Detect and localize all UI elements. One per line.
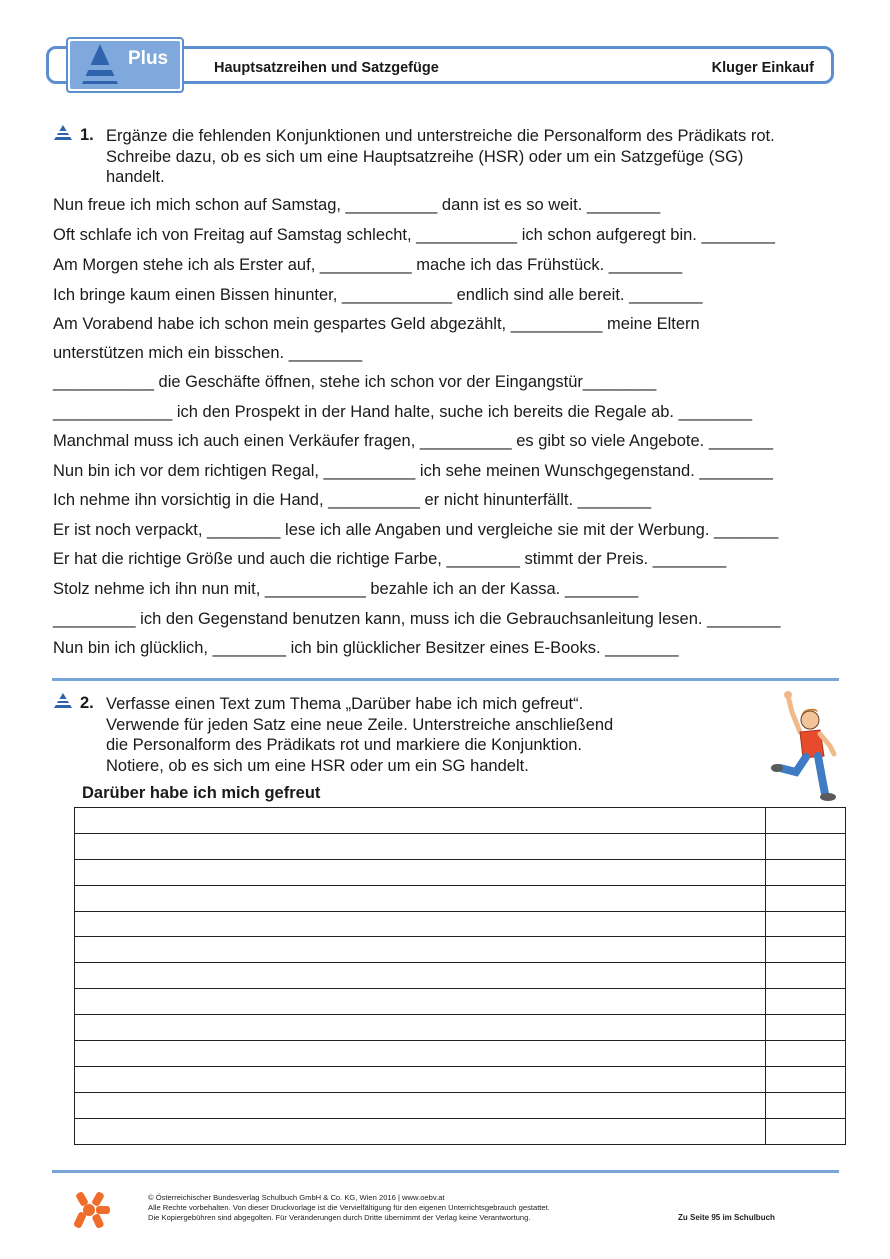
task1-instruction-line: Schreibe dazu, ob es sich um eine Hauptsatzreihe (HSR) oder um ein Satzgefüge (SG) <box>106 147 744 166</box>
type-cell[interactable] <box>766 989 846 1015</box>
type-cell[interactable] <box>766 859 846 885</box>
exercise-sentence[interactable]: Am Vorabend habe ich schon mein gespartes Geld abgezählt, __________ meine Eltern <box>53 315 700 333</box>
writing-row <box>75 1041 846 1067</box>
triangle-level-icon <box>53 692 73 709</box>
publisher-logo <box>70 1190 112 1230</box>
sentence-cell[interactable] <box>75 1118 766 1144</box>
task2-instruction-line: die Personalform des Prädikats rot und markiere die Konjunktion. <box>106 736 582 754</box>
writing-row <box>75 1092 846 1118</box>
exercise-sentence[interactable]: Ich nehme ihn vorsichtig in die Hand, __________ er nicht hinunterfällt. ________ <box>53 491 652 509</box>
sentence-cell[interactable] <box>75 1092 766 1118</box>
writing-row <box>75 911 846 937</box>
jumping-boy-illustration <box>770 690 840 802</box>
copyright-line: © Österreichischer Bundesverlag Schulbuch GmbH & Co. KG, Wien 2016 | www.oebv.at <box>148 1193 445 1202</box>
plus-logo <box>66 37 184 93</box>
exercise-sentence[interactable]: _____________ ich den Prospekt in der Hand halte, suche ich bereits die Regale ab. ________ <box>53 403 753 421</box>
writing-row <box>75 885 846 911</box>
sentence-cell[interactable] <box>75 859 766 885</box>
sentence-cell[interactable] <box>75 1066 766 1092</box>
copyright-line: Alle Rechte vorbehalten. Von dieser Druckvorlage ist die Vervielfältigung für den eigenen Unterrichtsgebrauch gestattet. <box>148 1203 550 1213</box>
type-cell[interactable] <box>766 1041 846 1067</box>
task2-instruction-line: Verwende für jeden Satz eine neue Zeile. Unterstreiche anschließend <box>106 715 614 734</box>
type-cell[interactable] <box>766 1015 846 1041</box>
footer-divider <box>52 1170 839 1173</box>
copyright-notice <box>148 1193 550 1224</box>
task2-instruction-line: Notiere, ob es sich um eine HSR oder um ein SG handelt. <box>106 756 529 775</box>
task2-instruction <box>106 694 613 776</box>
sentence-cell[interactable] <box>75 1041 766 1067</box>
copyright-line: Die Kopiergebühren sind abgegolten. Für Veränderungen durch Dritte übernimmt der Verlag keine Verantwortung. <box>148 1213 531 1223</box>
exercise-sentence[interactable]: _________ ich den Gegenstand benutzen kann, muss ich die Gebrauchsanleitung lesen. ________ <box>53 610 781 628</box>
exercise-sentence[interactable]: Er hat die richtige Größe und auch die richtige Farbe, ________ stimmt der Preis. ________ <box>53 550 727 568</box>
type-cell[interactable] <box>766 937 846 963</box>
writing-row <box>75 859 846 885</box>
textbook-page-reference: Zu Seite 95 im Schulbuch <box>678 1213 775 1222</box>
exercise-sentence[interactable]: Oft schlafe ich von Freitag auf Samstag schlecht, ___________ ich schon aufgeregt bin. ________ <box>53 226 775 244</box>
type-cell[interactable] <box>766 911 846 937</box>
exercise-sentence[interactable]: Nun bin ich glücklich, ________ ich bin glücklicher Besitzer eines E-Books. ________ <box>53 639 679 657</box>
exercise-sentence[interactable]: Am Morgen stehe ich als Erster auf, __________ mache ich das Frühstück. ________ <box>53 256 683 274</box>
exercise-sentence[interactable]: Nun bin ich vor dem richtigen Regal, __________ ich sehe meinen Wunschgegenstand. ________ <box>53 462 773 480</box>
type-cell[interactable] <box>766 885 846 911</box>
writing-title: Darüber habe ich mich gefreut <box>82 784 321 802</box>
exercise-sentence[interactable]: Stolz nehme ich ihn nun mit, ___________ bezahle ich an der Kassa. ________ <box>53 580 639 598</box>
type-cell[interactable] <box>766 1092 846 1118</box>
task1-instruction <box>106 126 775 188</box>
sentence-cell[interactable] <box>75 833 766 859</box>
sentence-cell[interactable] <box>75 963 766 989</box>
writing-row <box>75 833 846 859</box>
task1-instruction-line: handelt. <box>106 168 165 186</box>
writing-row <box>75 1015 846 1041</box>
type-cell[interactable] <box>766 808 846 834</box>
logo-label: Plus <box>128 48 169 69</box>
sentence-cell[interactable] <box>75 989 766 1015</box>
type-cell[interactable] <box>766 1118 846 1144</box>
type-cell[interactable] <box>766 833 846 859</box>
task2-number: 2. <box>80 694 94 712</box>
writing-table <box>74 807 846 1145</box>
exercise-sentence[interactable]: Er ist noch verpackt, ________ lese ich alle Angaben und vergleiche sie mit der Werbung. _______ <box>53 521 779 539</box>
writing-row <box>75 937 846 963</box>
exercise-sentence[interactable]: Ich bringe kaum einen Bissen hinunter, ____________ endlich sind alle bereit. ________ <box>53 286 703 304</box>
section-divider <box>52 678 839 681</box>
exercise-sentence[interactable]: Manchmal muss ich auch einen Verkäufer fragen, __________ es gibt so viele Angebote. _______ <box>53 432 774 450</box>
sentence-cell[interactable] <box>75 937 766 963</box>
page-title: Hauptsatzreihen und Satzgefüge <box>214 60 439 76</box>
exercise-sentence[interactable]: ___________ die Geschäfte öffnen, stehe ich schon vor der Eingangstür________ <box>53 373 657 391</box>
type-cell[interactable] <box>766 963 846 989</box>
writing-row <box>75 963 846 989</box>
type-cell[interactable] <box>766 1066 846 1092</box>
page-topic: Kluger Einkauf <box>711 60 814 76</box>
task1-instruction-line: Ergänze die fehlenden Konjunktionen und unterstreiche die Personalform des Prädikats rot. <box>106 127 775 145</box>
triangle-level-icon <box>53 124 73 141</box>
sentence-cell[interactable] <box>75 885 766 911</box>
exercise-sentence[interactable]: unterstützen mich ein bisschen. ________ <box>53 344 363 362</box>
writing-row <box>75 989 846 1015</box>
task2-instruction-line: Verfasse einen Text zum Thema „Darüber habe ich mich gefreut“. <box>106 695 584 713</box>
writing-row <box>75 808 846 834</box>
writing-row <box>75 1118 846 1144</box>
exercise-sentence[interactable]: Nun freue ich mich schon auf Samstag, __________ dann ist es so weit. ________ <box>53 196 661 214</box>
sentence-cell[interactable] <box>75 911 766 937</box>
sentence-cell[interactable] <box>75 808 766 834</box>
task1-number: 1. <box>80 126 94 144</box>
sentence-cell[interactable] <box>75 1015 766 1041</box>
writing-row <box>75 1066 846 1092</box>
